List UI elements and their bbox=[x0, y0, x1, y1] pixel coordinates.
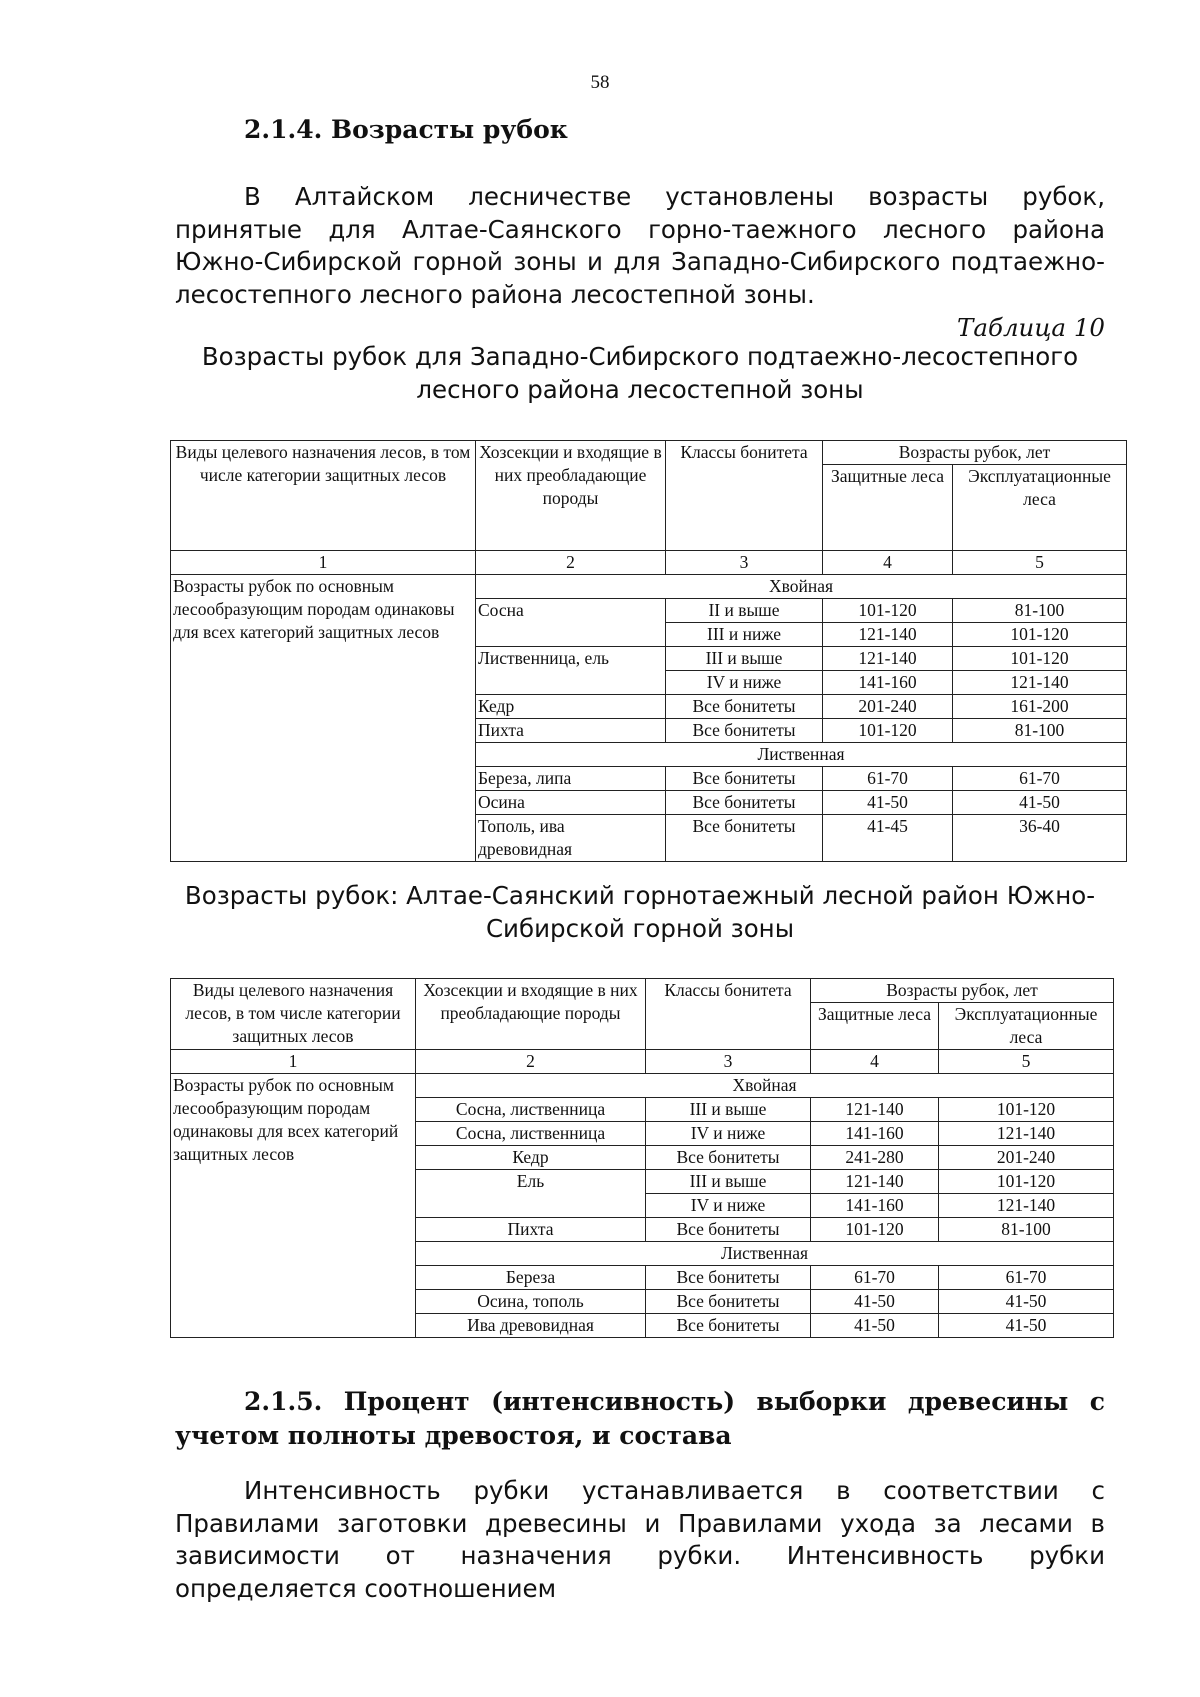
header-cell: Защитные леса bbox=[823, 465, 953, 551]
table-header-row bbox=[171, 441, 1127, 465]
column-number: 3 bbox=[666, 551, 823, 575]
species-cell: Кедр bbox=[416, 1146, 646, 1170]
class-cell: III и выше bbox=[646, 1098, 811, 1122]
class-cell: Все бонитеты bbox=[666, 815, 823, 862]
class-cell: Все бонитеты bbox=[666, 695, 823, 719]
column-number: 1 bbox=[171, 1050, 416, 1074]
group-row bbox=[171, 575, 1127, 599]
section-heading-2-1-5 bbox=[175, 1385, 1105, 1453]
group-label: Лиственная bbox=[476, 743, 1127, 767]
column-number: 2 bbox=[476, 551, 666, 575]
header-cell: Возрасты рубок, лет bbox=[823, 441, 1127, 465]
exploitation-cell: 101-120 bbox=[953, 647, 1127, 671]
class-cell: Все бонитеты bbox=[666, 791, 823, 815]
exploitation-cell: 101-120 bbox=[939, 1170, 1114, 1194]
species-cell: Сосна, лиственница bbox=[416, 1122, 646, 1146]
class-cell: Все бонитеты bbox=[646, 1290, 811, 1314]
species-cell: Сосна, лиственница bbox=[416, 1098, 646, 1122]
exploitation-cell: 81-100 bbox=[953, 599, 1127, 623]
protective-cell: 121-140 bbox=[823, 647, 953, 671]
species-cell: Осина, тополь bbox=[416, 1290, 646, 1314]
column-number: 5 bbox=[939, 1050, 1114, 1074]
table-2-title: Возрасты рубок: Алтае-Саянский горнотаежный лесной район Южно-Сибирской горной зоны bbox=[184, 881, 1096, 943]
protective-cell: 121-140 bbox=[811, 1170, 939, 1194]
table-2 bbox=[170, 978, 1114, 1338]
exploitation-cell: 121-140 bbox=[939, 1122, 1114, 1146]
header-cell: Возрасты рубок, лет bbox=[811, 979, 1114, 1003]
class-cell: Все бонитеты bbox=[666, 767, 823, 791]
class-cell: IV и ниже bbox=[646, 1122, 811, 1146]
protective-cell: 41-45 bbox=[823, 815, 953, 862]
class-cell: III и выше bbox=[666, 647, 823, 671]
class-cell: III и ниже bbox=[666, 623, 823, 647]
intro-paragraph bbox=[175, 181, 1105, 311]
group-label: Хвойная bbox=[476, 575, 1127, 599]
exploitation-cell: 61-70 bbox=[939, 1266, 1114, 1290]
exploitation-cell: 101-120 bbox=[939, 1098, 1114, 1122]
exploitation-cell: 101-120 bbox=[953, 623, 1127, 647]
species-cell: Береза, липа bbox=[476, 767, 666, 791]
protective-cell: 121-140 bbox=[811, 1098, 939, 1122]
protective-cell: 41-50 bbox=[811, 1290, 939, 1314]
closing-paragraph bbox=[175, 1475, 1105, 1605]
species-cell: Лиственница, ель bbox=[476, 647, 666, 695]
group-label: Лиственная bbox=[416, 1242, 1114, 1266]
class-cell: Все бонитеты bbox=[646, 1314, 811, 1338]
species-cell: Ель bbox=[416, 1170, 646, 1218]
species-cell: Пихта bbox=[416, 1218, 646, 1242]
protective-cell: 141-160 bbox=[811, 1194, 939, 1218]
row-label: Возрасты рубок по основным лесообразующим породам одинаковы для всех категорий защитных лесов bbox=[171, 1074, 416, 1338]
column-number: 1 bbox=[171, 551, 476, 575]
column-number: 2 bbox=[416, 1050, 646, 1074]
header-cell: Хозсекции и входящие в них преобладающие породы bbox=[476, 441, 666, 551]
protective-cell: 101-120 bbox=[823, 599, 953, 623]
exploitation-cell: 81-100 bbox=[953, 719, 1127, 743]
header-cell: Классы бонитета bbox=[666, 441, 823, 551]
header-cell: Защитные леса bbox=[811, 1003, 939, 1050]
exploitation-cell: 41-50 bbox=[939, 1314, 1114, 1338]
column-number: 4 bbox=[811, 1050, 939, 1074]
column-number: 4 bbox=[823, 551, 953, 575]
class-cell: Все бонитеты bbox=[646, 1266, 811, 1290]
header-cell: Эксплуатационные леса bbox=[953, 465, 1127, 551]
exploitation-cell: 81-100 bbox=[939, 1218, 1114, 1242]
exploitation-cell: 41-50 bbox=[953, 791, 1127, 815]
class-cell: IV и ниже bbox=[646, 1194, 811, 1218]
exploitation-cell: 121-140 bbox=[953, 671, 1127, 695]
page-number: 58 bbox=[590, 72, 610, 93]
intro-paragraph-text: В Алтайском лесничестве установлены возрасты рубок, принятые для Алтае-Саянского горно-таежного лесного района Южно-Сибирской горной зоны и для Западно-Сибирского подтаежно-лесостепного лесного района лесостепной зоны. bbox=[175, 182, 1105, 309]
class-cell: Все бонитеты bbox=[666, 719, 823, 743]
species-cell: Пихта bbox=[476, 719, 666, 743]
table-1 bbox=[170, 440, 1127, 862]
protective-cell: 241-280 bbox=[811, 1146, 939, 1170]
protective-cell: 101-120 bbox=[811, 1218, 939, 1242]
column-number-row bbox=[171, 1050, 1114, 1074]
group-row bbox=[171, 1074, 1114, 1098]
column-number: 3 bbox=[646, 1050, 811, 1074]
table-caption: Таблица 10 bbox=[957, 313, 1105, 342]
class-cell: II и выше bbox=[666, 599, 823, 623]
species-cell: Кедр bbox=[476, 695, 666, 719]
exploitation-cell: 161-200 bbox=[953, 695, 1127, 719]
protective-cell: 41-50 bbox=[811, 1314, 939, 1338]
section-heading-2-1-5-text: 2.1.5. Процент (интенсивность) выборки древесины с учетом полноты древостоя, и состава bbox=[175, 1387, 1105, 1450]
class-cell: IV и ниже bbox=[666, 671, 823, 695]
header-cell: Эксплуатационные леса bbox=[939, 1003, 1114, 1050]
protective-cell: 61-70 bbox=[811, 1266, 939, 1290]
row-label: Возрасты рубок по основным лесообразующим породам одинаковы для всех категорий защитных лесов bbox=[171, 575, 476, 862]
species-cell: Тополь, ива древовидная bbox=[476, 815, 666, 862]
class-cell: Все бонитеты bbox=[646, 1146, 811, 1170]
protective-cell: 121-140 bbox=[823, 623, 953, 647]
exploitation-cell: 121-140 bbox=[939, 1194, 1114, 1218]
column-number: 5 bbox=[953, 551, 1127, 575]
column-number-row bbox=[171, 551, 1127, 575]
table-1-title: Возрасты рубок для Западно-Сибирского подтаежно-лесостепного лесного района лесостепной зоны bbox=[201, 342, 1079, 404]
protective-cell: 101-120 bbox=[823, 719, 953, 743]
group-label: Хвойная bbox=[416, 1074, 1114, 1098]
exploitation-cell: 41-50 bbox=[939, 1290, 1114, 1314]
protective-cell: 61-70 bbox=[823, 767, 953, 791]
species-cell: Сосна bbox=[476, 599, 666, 647]
exploitation-cell: 36-40 bbox=[953, 815, 1127, 862]
header-cell: Хозсекции и входящие в них преобладающие породы bbox=[416, 979, 646, 1050]
protective-cell: 41-50 bbox=[823, 791, 953, 815]
protective-cell: 141-160 bbox=[823, 671, 953, 695]
protective-cell: 201-240 bbox=[823, 695, 953, 719]
species-cell: Ива древовидная bbox=[416, 1314, 646, 1338]
header-cell: Виды целевого назначения лесов, в том числе категории защитных лесов bbox=[171, 441, 476, 551]
table-header-row bbox=[171, 979, 1114, 1003]
class-cell: III и выше bbox=[646, 1170, 811, 1194]
section-heading-2-1-4: 2.1.4. Возрасты рубок bbox=[244, 115, 568, 144]
species-cell: Береза bbox=[416, 1266, 646, 1290]
header-cell: Классы бонитета bbox=[646, 979, 811, 1050]
class-cell: Все бонитеты bbox=[646, 1218, 811, 1242]
protective-cell: 141-160 bbox=[811, 1122, 939, 1146]
closing-paragraph-text: Интенсивность рубки устанавливается в соответствии с Правилами заготовки древесины и Правилами ухода за лесами в зависимости от назначения рубки. Интенсивность рубки определяется соотношением bbox=[175, 1476, 1105, 1603]
header-cell: Виды целевого назначения лесов, в том числе категории защитных лесов bbox=[171, 979, 416, 1050]
exploitation-cell: 61-70 bbox=[953, 767, 1127, 791]
exploitation-cell: 201-240 bbox=[939, 1146, 1114, 1170]
species-cell: Осина bbox=[476, 791, 666, 815]
